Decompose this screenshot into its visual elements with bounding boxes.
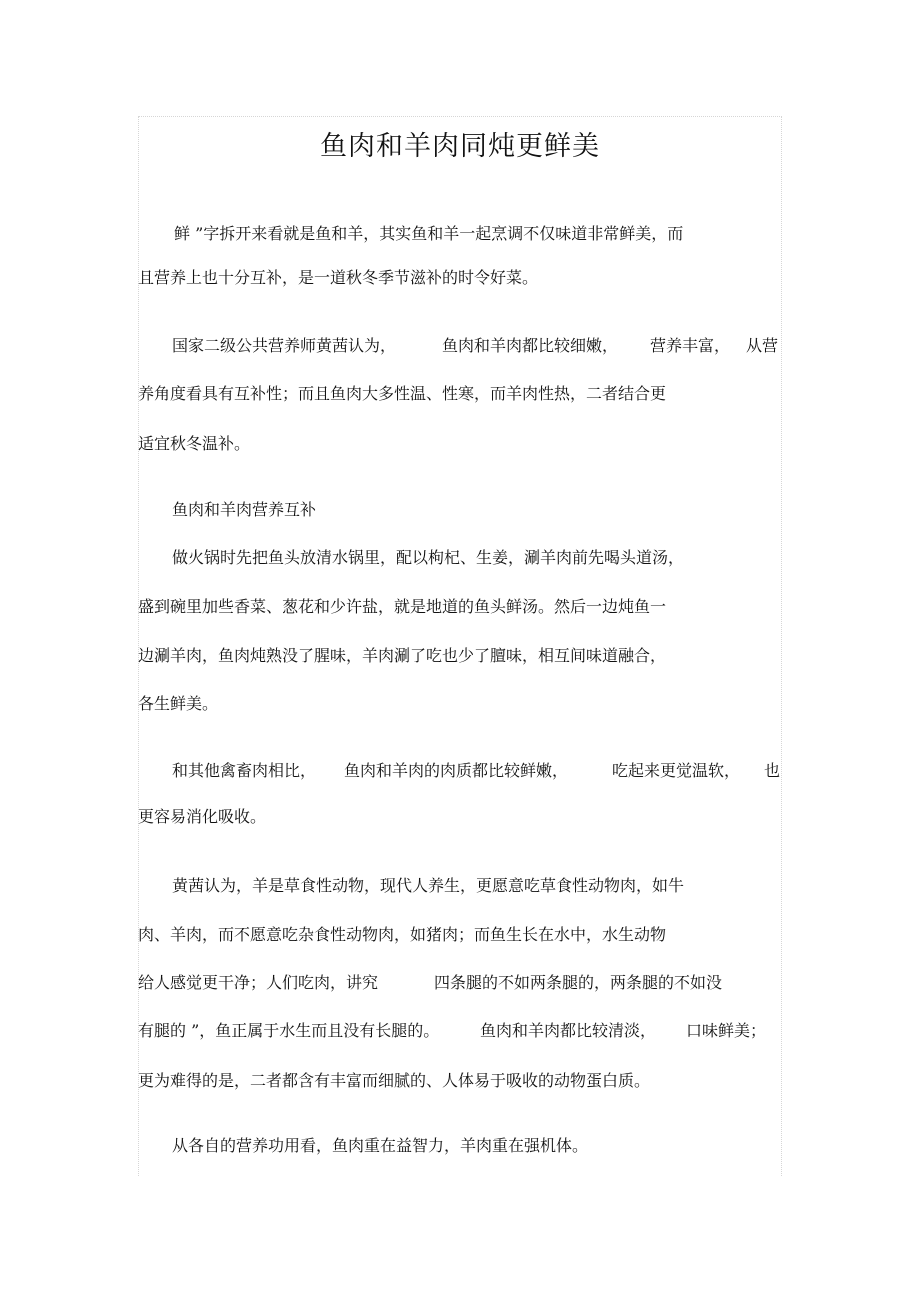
paragraph-line: 给人感觉更干净；人们吃肉，讲究 <box>138 973 379 992</box>
paragraph-line: 鱼肉和羊肉的肉质都比较鲜嫩， <box>344 761 569 780</box>
paragraph-line: 国家二级公共营养师黄茜认为， <box>172 336 397 355</box>
paragraph-line: 从营 <box>746 336 779 355</box>
paragraph-line: 也 <box>764 761 781 780</box>
paragraph-line: 各生鲜美。 <box>138 694 219 713</box>
paragraph-line: 吃起来更觉温软， <box>612 761 741 780</box>
paragraph-line: 黄茜认为，羊是草食性动物，现代人养生，更愿意吃草食性动物肉，如牛 <box>172 876 685 895</box>
paragraph-line: 营养丰富， <box>650 336 731 355</box>
paragraph-line: 养角度看具有互补性；而且鱼肉大多性温、性寒，而羊肉性热，二者结合更 <box>138 384 667 403</box>
paragraph-line: 鱼肉和羊肉都比较细嫩， <box>442 336 619 355</box>
paragraph-line: 更为难得的是，二者都含有丰富而细腻的、人体易于吸收的动物蛋白质。 <box>138 1071 651 1090</box>
paragraph-line: 和其他禽畜肉相比， <box>172 761 317 780</box>
paragraph-line: 鱼肉和羊肉都比较清淡， <box>480 1021 657 1040</box>
document-title: 鱼肉和羊肉同炖更鲜美 <box>320 131 600 162</box>
paragraph-line: 有腿的 ”，鱼正属于水生而且没有长腿的。 <box>138 1021 440 1040</box>
paragraph-line: 适宜秋冬温补。 <box>138 434 251 453</box>
paragraph-line: 四条腿的不如两条腿的，两条腿的不如没 <box>434 973 723 992</box>
paragraph-line: 口味鲜美； <box>686 1021 767 1040</box>
paragraph-line: 鲜 ”字拆开来看就是鱼和羊，其实鱼和羊一起烹调不仅味道非常鲜美，而 <box>174 224 684 243</box>
paragraph-line: 边涮羊肉，鱼肉炖熟没了腥味，羊肉涮了吃也少了膻味，相互间味道融合， <box>138 646 667 665</box>
paragraph-line: 盛到碗里加些香菜、葱花和少许盐，就是地道的鱼头鲜汤。然后一边炖鱼一 <box>138 597 667 616</box>
paragraph-line: 且营养上也十分互补，是一道秋冬季节滋补的时令好菜。 <box>138 268 539 287</box>
paragraph-line: 更容易消化吸收。 <box>138 807 267 826</box>
paragraph-line: 做火锅时先把鱼头放清水锅里，配以枸杞、生姜，涮羊肉前先喝头道汤， <box>172 548 685 567</box>
section-heading: 鱼肉和羊肉营养互补 <box>172 500 317 519</box>
paragraph-line: 肉、羊肉，而不愿意吃杂食性动物肉，如猪肉；而鱼生长在水中，水生动物 <box>138 925 667 944</box>
paragraph-line: 从各自的营养功用看，鱼肉重在益智力，羊肉重在强机体。 <box>172 1136 589 1155</box>
